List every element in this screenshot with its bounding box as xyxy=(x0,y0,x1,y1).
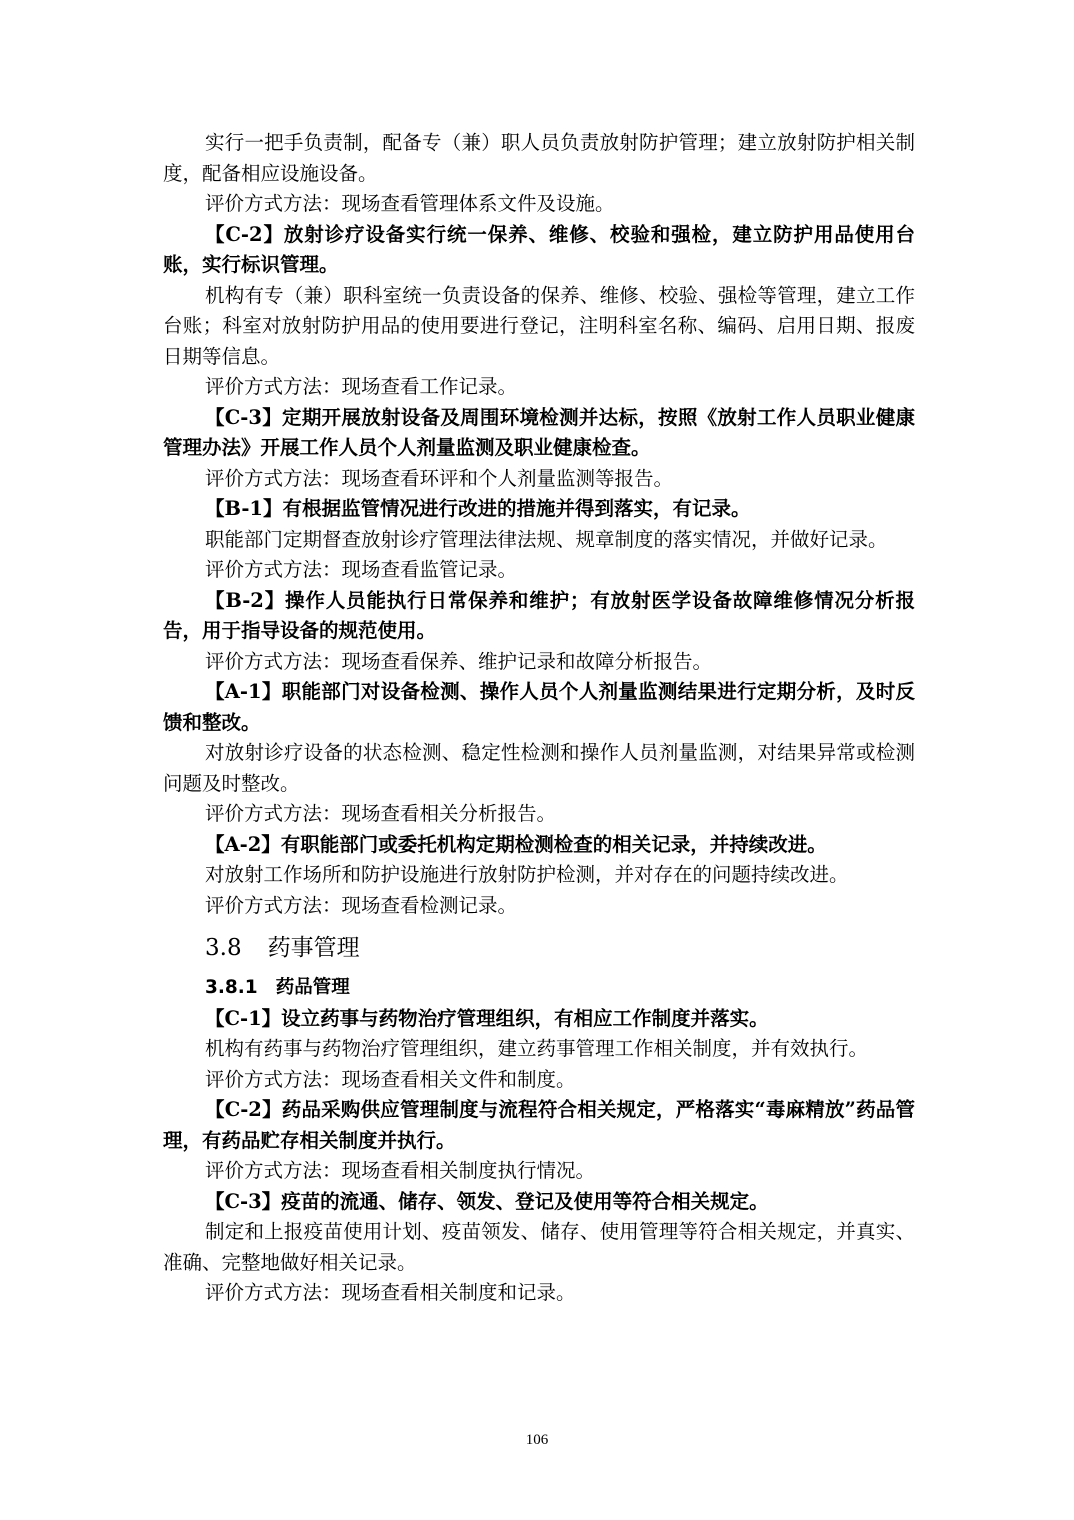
body-paragraph: 机构有专（兼）职科室统一负责设备的保养、维修、校验、强检等管理，建立工作台账；科室对放射防护用品的使用要进行登记，注明科室名称、编码、启用日期、报废日期等信息。 xyxy=(163,283,915,368)
section-title: 药事管理 xyxy=(267,935,360,961)
criterion-c3-heading: 【C-3】定期开展放射设备及周围环境检测并达标，按照《放射工作人员职业健康管理办法》开展工作人员个人剂量监测及职业健康检查。 xyxy=(163,405,915,459)
evaluation-method: 评价方式方法：现场查看相关分析报告。 xyxy=(205,802,557,825)
subsection-number: 3.8.1 xyxy=(205,977,258,998)
criterion-c1-heading: 【C-1】设立药事与药物治疗管理组织，有相应工作制度并落实。 xyxy=(205,1006,769,1030)
evaluation-method: 评价方式方法：现场查看监管记录。 xyxy=(205,558,518,581)
evaluation-method: 评价方式方法：现场查看管理体系文件及设施。 xyxy=(205,192,615,215)
evaluation-method: 评价方式方法：现场查看相关制度和记录。 xyxy=(205,1281,576,1304)
section-number: 3.8 xyxy=(205,935,242,961)
subsection-heading xyxy=(163,973,915,1004)
evaluation-method: 评价方式方法：现场查看环评和个人剂量监测等报告。 xyxy=(205,466,674,490)
evaluation-method: 评价方式方法：现场查看工作记录。 xyxy=(205,375,518,398)
section-heading xyxy=(163,933,915,963)
criterion-c2-heading: 【C-2】药品采购供应管理制度与流程符合相关规定，严格落实“毒麻精放”药品管理，有药品贮存相关制度并执行。 xyxy=(163,1098,915,1152)
evaluation-method: 评价方式方法：现场查看检测记录。 xyxy=(205,893,518,917)
criterion-b1-heading: 【B-1】有根据监管情况进行改进的措施并得到落实，有记录。 xyxy=(205,497,751,520)
evaluation-method: 评价方式方法：现场查看相关制度执行情况。 xyxy=(205,1159,596,1182)
criterion-b2-heading: 【B-2】操作人员能执行日常保养和维护；有放射医学设备故障维修情况分析报告，用于指导设备的规范使用。 xyxy=(163,588,915,642)
page-number: 106 xyxy=(525,1432,549,1448)
document-body xyxy=(163,128,915,1309)
criterion-c2-heading: 【C-2】放射诊疗设备实行统一保养、维修、校验和强检，建立防护用品使用台账，实行标识管理。 xyxy=(163,222,915,276)
criterion-a1-heading: 【A-1】职能部门对设备检测、操作人员个人剂量监测结果进行定期分析，及时反馈和整改。 xyxy=(163,680,915,734)
criterion-a2-heading: 【A-2】有职能部门或委托机构定期检测检查的相关记录，并持续改进。 xyxy=(205,832,827,856)
body-paragraph: 实行一把手负责制，配备专（兼）职人员负责放射防护管理；建立放射防护相关制度，配备相应设施设备。 xyxy=(163,131,915,185)
body-paragraph: 对放射诊疗设备的状态检测、稳定性检测和操作人员剂量监测，对结果异常或检测问题及时整改。 xyxy=(163,741,915,795)
evaluation-method: 评价方式方法：现场查看保养、维护记录和故障分析报告。 xyxy=(205,649,713,673)
subsection-title: 药品管理 xyxy=(275,977,350,998)
criterion-c3-heading: 【C-3】疫苗的流通、储存、领发、登记及使用等符合相关规定。 xyxy=(205,1189,769,1213)
body-paragraph: 职能部门定期督查放射诊疗管理法律法规、规章制度的落实情况，并做好记录。 xyxy=(205,527,888,551)
evaluation-method: 评价方式方法：现场查看相关文件和制度。 xyxy=(205,1067,576,1091)
body-paragraph: 制定和上报疫苗使用计划、疫苗领发、储存、使用管理等符合相关规定，并真实、准确、完整地做好相关记录。 xyxy=(163,1220,915,1274)
body-paragraph: 对放射工作场所和防护设施进行放射防护检测，并对存在的问题持续改进。 xyxy=(205,863,849,886)
body-paragraph: 机构有药事与药物治疗管理组织，建立药事管理工作相关制度，并有效执行。 xyxy=(205,1037,869,1060)
